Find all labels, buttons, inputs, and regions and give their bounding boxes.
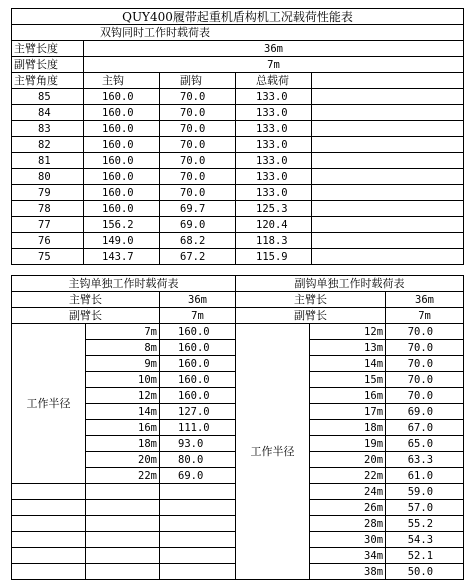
aux-hook-radius-cell: 18m [310,420,386,436]
boom-angle-cell: 75 [12,249,84,265]
empty-cell [312,153,464,169]
main-hook-load-cell: 149.0 [84,233,160,249]
aux-hook-load-cell: 55.2 [386,516,464,532]
aux-hook-load-cell: 70.0 [160,121,236,137]
empty-cell [12,500,86,516]
empty-cell [12,564,86,580]
table-row [12,249,464,265]
boom-angle-cell: 80 [12,169,84,185]
combined-load-table [11,8,464,265]
empty-cell [312,217,464,233]
aux-hook-radius-cell: 22m [310,468,386,484]
main-hook-load-cell: 160.0 [84,89,160,105]
aux-hook-load-cell: 70.0 [160,169,236,185]
table-row [12,185,464,201]
empty-cell [160,516,236,532]
empty-cell [312,73,464,89]
total-load-cell: 133.0 [236,153,312,169]
single-hook-rows [12,324,464,580]
boom-angle-cell: 85 [12,89,84,105]
page-title: QUY400履带起重机盾构机工况载荷性能表 [12,9,464,25]
combined-rows [12,89,464,265]
main-hook-load-cell: 160.0 [160,356,236,372]
aux-hook-load-cell: 57.0 [386,500,464,516]
aux-hook-load-cell: 67.2 [160,249,236,265]
main-hook-main-boom-label: 主臂长 [12,292,160,308]
table-row [12,233,464,249]
aux-hook-load-cell: 70.0 [386,340,464,356]
main-hook-radius-cell: 12m [86,388,160,404]
aux-hook-load-cell: 69.7 [160,201,236,217]
aux-hook-load-cell: 67.0 [386,420,464,436]
total-load-cell: 133.0 [236,121,312,137]
total-load-cell: 120.4 [236,217,312,233]
empty-cell [160,532,236,548]
empty-cell [160,484,236,500]
empty-cell [312,169,464,185]
aux-hook-main-boom-label: 主臂长 [236,292,386,308]
aux-hook-load-cell: 70.0 [160,137,236,153]
aux-hook-load-cell: 70.0 [386,388,464,404]
main-hook-main-boom-value: 36m [160,292,236,308]
empty-cell [86,500,160,516]
main-hook-radius-cell: 7m [86,324,160,340]
aux-boom-length-value: 7m [84,57,464,73]
aux-hook-radius-cell: 34m [310,548,386,564]
main-boom-length-value: 36m [84,41,464,57]
empty-cell [312,249,464,265]
main-hook-load-cell: 160.0 [160,324,236,340]
main-hook-radius-cell: 9m [86,356,160,372]
empty-cell [86,484,160,500]
main-hook-aux-boom-value: 7m [160,308,236,324]
main-hook-load-cell: 160.0 [84,169,160,185]
aux-hook-radius-cell: 19m [310,436,386,452]
aux-hook-aux-boom-value: 7m [386,308,464,324]
aux-hook-load-cell: 70.0 [160,105,236,121]
table-row [12,137,464,153]
header-aux-hook: 副钩 [160,73,236,89]
empty-cell [12,516,86,532]
main-hook-radius-cell: 18m [86,436,160,452]
main-hook-load-cell: 160.0 [84,185,160,201]
main-boom-length-label: 主臂长度 [12,41,84,57]
aux-hook-radius-cell: 20m [310,452,386,468]
main-hook-subtitle: 主钩单独工作时载荷表 [12,276,236,292]
aux-hook-subtitle: 副钩单独工作时载荷表 [236,276,464,292]
total-load-cell: 115.9 [236,249,312,265]
main-hook-load-cell: 111.0 [160,420,236,436]
aux-hook-load-cell: 65.0 [386,436,464,452]
table-row [12,201,464,217]
load-chart-sheet [11,8,463,580]
empty-cell [312,137,464,153]
header-boom-angle: 主臂角度 [12,73,84,89]
main-hook-load-cell: 160.0 [84,137,160,153]
main-hook-load-cell: 160.0 [84,105,160,121]
boom-angle-cell: 83 [12,121,84,137]
empty-cell [312,201,464,217]
combined-subtitle: 双钩同时工作时载荷表 [12,25,464,41]
aux-hook-load-cell: 70.0 [386,356,464,372]
main-hook-radius-cell: 22m [86,468,160,484]
aux-hook-load-cell: 70.0 [160,89,236,105]
total-load-cell: 118.3 [236,233,312,249]
aux-hook-load-cell: 70.0 [386,372,464,388]
main-hook-load-cell: 160.0 [84,201,160,217]
main-hook-radius-cell: 20m [86,452,160,468]
main-hook-load-cell: 69.0 [160,468,236,484]
main-hook-load-cell: 160.0 [160,340,236,356]
main-hook-load-cell: 160.0 [84,153,160,169]
empty-cell [86,564,160,580]
aux-hook-load-cell: 70.0 [160,153,236,169]
table-row [12,121,464,137]
aux-hook-load-cell: 63.3 [386,452,464,468]
table-row [12,217,464,233]
boom-angle-cell: 81 [12,153,84,169]
empty-cell [12,484,86,500]
header-total-load: 总载荷 [236,73,312,89]
aux-hook-radius-cell: 12m [310,324,386,340]
aux-hook-load-cell: 69.0 [386,404,464,420]
table-row [12,169,464,185]
total-load-cell: 133.0 [236,185,312,201]
total-load-cell: 133.0 [236,105,312,121]
main-hook-load-cell: 127.0 [160,404,236,420]
aux-hook-radius-cell: 17m [310,404,386,420]
table-row [12,153,464,169]
boom-angle-cell: 84 [12,105,84,121]
empty-cell [86,516,160,532]
aux-hook-load-cell: 69.0 [160,217,236,233]
aux-hook-radius-cell: 15m [310,372,386,388]
empty-cell [312,105,464,121]
boom-angle-cell: 77 [12,217,84,233]
aux-hook-load-cell: 70.0 [160,185,236,201]
table-row [12,105,464,121]
empty-cell [12,532,86,548]
empty-cell [312,185,464,201]
header-main-hook: 主钩 [84,73,160,89]
main-hook-radius-cell: 10m [86,372,160,388]
boom-angle-cell: 76 [12,233,84,249]
empty-cell [312,121,464,137]
main-hook-radius-label: 工作半径 [12,324,86,484]
main-hook-radius-cell: 14m [86,404,160,420]
aux-hook-load-cell: 68.2 [160,233,236,249]
aux-hook-load-cell: 61.0 [386,468,464,484]
empty-cell [160,564,236,580]
aux-hook-load-cell: 50.0 [386,564,464,580]
aux-hook-load-cell: 54.3 [386,532,464,548]
empty-cell [312,89,464,105]
main-hook-aux-boom-label: 副臂长 [12,308,160,324]
table-row [12,324,464,340]
aux-hook-radius-cell: 38m [310,564,386,580]
empty-cell [160,548,236,564]
aux-boom-length-label: 副臂长度 [12,57,84,73]
aux-hook-load-cell: 59.0 [386,484,464,500]
aux-hook-aux-boom-label: 副臂长 [236,308,386,324]
aux-hook-radius-cell: 14m [310,356,386,372]
aux-hook-load-cell: 70.0 [386,324,464,340]
empty-cell [312,233,464,249]
empty-cell [160,500,236,516]
total-load-cell: 125.3 [236,201,312,217]
empty-cell [86,532,160,548]
aux-hook-radius-cell: 26m [310,500,386,516]
main-hook-load-cell: 156.2 [84,217,160,233]
main-hook-load-cell: 160.0 [84,121,160,137]
boom-angle-cell: 78 [12,201,84,217]
boom-angle-cell: 79 [12,185,84,201]
aux-hook-radius-cell: 13m [310,340,386,356]
empty-cell [86,548,160,564]
main-hook-load-cell: 160.0 [160,388,236,404]
aux-hook-radius-cell: 30m [310,532,386,548]
main-hook-load-cell: 160.0 [160,372,236,388]
aux-hook-radius-label: 工作半径 [236,324,310,580]
main-hook-load-cell: 80.0 [160,452,236,468]
aux-hook-radius-cell: 16m [310,388,386,404]
main-hook-load-cell: 93.0 [160,436,236,452]
total-load-cell: 133.0 [236,89,312,105]
boom-angle-cell: 82 [12,137,84,153]
main-hook-radius-cell: 8m [86,340,160,356]
main-hook-radius-cell: 16m [86,420,160,436]
main-hook-load-cell: 143.7 [84,249,160,265]
total-load-cell: 133.0 [236,137,312,153]
single-hook-load-table [11,275,464,580]
aux-hook-radius-cell: 24m [310,484,386,500]
total-load-cell: 133.0 [236,169,312,185]
table-row [12,89,464,105]
aux-hook-main-boom-value: 36m [386,292,464,308]
aux-hook-radius-cell: 28m [310,516,386,532]
aux-hook-load-cell: 52.1 [386,548,464,564]
empty-cell [12,548,86,564]
